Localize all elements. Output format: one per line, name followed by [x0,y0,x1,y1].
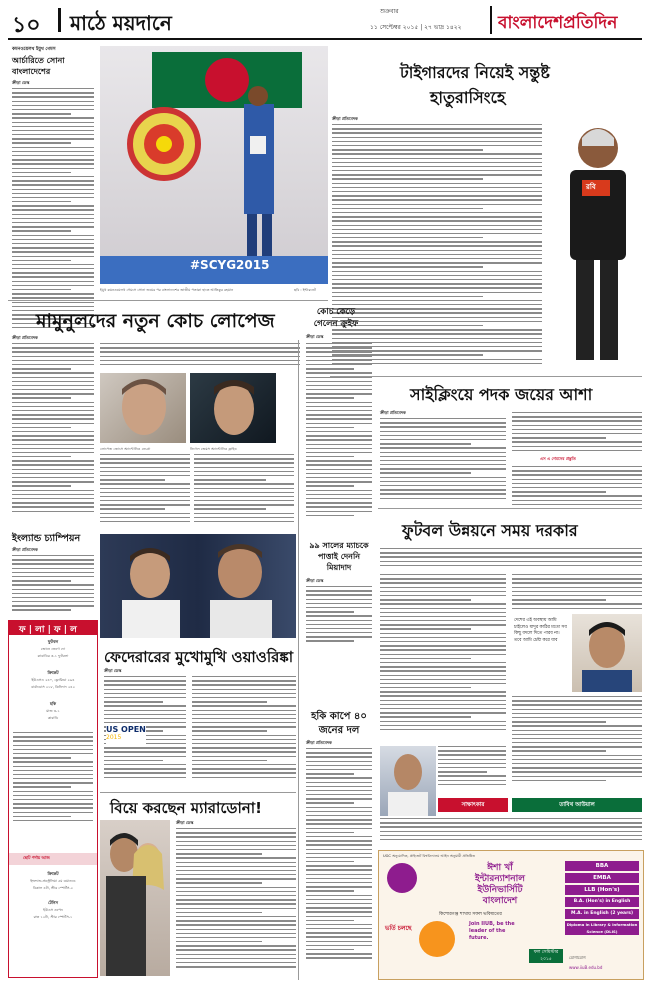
federer-wawrinka-photo [100,534,296,638]
masthead [0,0,650,40]
cycling-body-col2 [512,412,642,452]
ad-university-line4: বাংলাদেশ [482,896,518,906]
robi-sponsor-icon: রবি [586,183,596,191]
football-dev-col5 [380,818,642,846]
tv-line: বিকাল ৪টা, স্টার স্পোর্টস-২ [32,886,74,890]
ad-contact: যোগাযোগ [569,955,586,960]
football-dev-col3 [438,746,506,794]
fixtures-box [8,620,98,978]
federer-byline: ক্রীড়া ডেস্ক [104,668,122,673]
football-dev-col1 [380,574,506,744]
hathurusingha-figure [548,118,644,374]
ad-program-item[interactable]: M.A. in English (2 years) [565,909,639,919]
flood-photo [190,373,276,443]
tigers-title-line1: টাইগারদের নিয়েই সন্তুষ্ট [400,63,550,82]
tabith-photo [572,614,642,692]
tv-line: ইউএস ওপেন [43,908,63,912]
ad-admission-label: ভর্তি চলছে [385,925,412,932]
football-dev-title: ফুটবল উন্নয়নে সময় দরকার [402,521,578,540]
issue-date: ১১ সেপ্টেম্বর ২০১৫ | ২৭ ভাদ্র ১৪২২ [370,24,462,31]
ad-university-line3: ইউনিভার্সিটি [477,885,523,895]
cycling-body-col1 [380,418,506,502]
interviewer-figure [380,746,436,816]
football-dev-col4 [512,696,642,794]
ad-program-item[interactable]: EMBA [565,873,639,883]
fixture-line: কাবাডি [47,716,59,720]
fixture-group [13,670,93,691]
fixture-line: মাজ ৩-১ [46,709,60,713]
ireland-byline: ক্রীড়া প্রতিবেদক [12,547,38,552]
cycling-subhead: এস এ গেমসের প্রস্তুতি [540,456,576,461]
page-number-divider [58,8,61,32]
flood-caption: নিগেল জেমস অ্যান্টোনিও ফ্লাইড [190,447,237,451]
fixture-group-name: ক্রিকেট [47,670,59,675]
archery-photo-art [100,46,328,284]
cycling-byline: ক্রীড়া প্রতিবেদক [380,410,406,415]
cycling-title: সাইক্লিংয়ে পদক জয়ের আশা [410,385,593,404]
hockey-cup-body [306,748,372,978]
ninety-nine-byline: ক্রীড়া ডেস্ক [306,578,324,583]
ad-program-item[interactable]: Diploma in Library & Information Science (DLIS) [566,922,638,934]
paper-name-part1: বাংলাদেশ [498,13,564,33]
flood-face [190,373,276,443]
fixture-line: কাবাডির ৩-১ ফুটবলা [37,654,69,658]
paper-name-part2: প্রতিদিন [563,13,618,33]
archery-credit: ছবি : ইন্টারনেট [294,288,316,292]
tv-title: ছোট পর্দায় আজ [23,855,50,860]
maradona-photo [100,820,170,976]
paper-name [498,10,617,38]
maradona-title: বিয়ে করছেন ম্যারাডোনা! [110,799,262,817]
issue-day: শুক্রবার [380,8,399,15]
iiub-logo-icon [387,863,417,893]
archery-photo [100,46,328,284]
maradona-body [176,828,296,978]
us-open-logo-line1: US OPEN [106,725,146,734]
archery-title: আর্চারিতে সোনা বাংলাদেশের [12,56,65,76]
fixture-group [13,639,93,660]
tv-group-name: ক্রিকেট [47,871,59,876]
tv-line: ইংল্যান্ড-অস্ট্রেলিয়া ৫ম ওয়ানডে [30,879,76,883]
rule [330,376,642,377]
mamunul-body-col3 [100,454,190,528]
cycling-body-col3 [512,466,642,506]
ad-numbers-graphic [419,921,455,957]
fixtures-title: ফ | লা | ফ | ল [19,625,77,635]
paper-divider [490,6,492,34]
ad-programs [565,861,639,937]
maradona-figures [100,820,170,976]
lopez-face [100,373,186,443]
tigers-title-line2: হাতুরাসিংহে [430,88,506,107]
mamunul-body-col4 [194,343,296,371]
football-dev-intro [380,548,642,572]
ad-university-name [435,863,565,907]
fixture-line: ইউএসএ ২৪০, ফ্লোরিডা ২৯৪ [31,678,75,682]
ad-program-item[interactable]: BBA [565,861,639,871]
name-box-text: তাবিথ আউয়াল [559,802,595,808]
ad-fall-label: ফল সেমিস্টার ২০১৫ [529,949,563,963]
tabith-figure [572,614,642,692]
ad-website[interactable]: www.iiuB.edu.bd [569,965,603,970]
lopez-caption: লোপেজ জোসে অ্যান্টোনিও নেগ্রো [100,447,151,451]
ad-program-item[interactable]: LLB (Hon's) [565,885,639,895]
rule [298,340,299,980]
fixtures-filler [13,732,93,824]
ireland-body [12,555,94,615]
hockey-coach-body [306,343,372,533]
interview-photo [380,746,436,816]
hockey-cup-byline: ক্রীড়া প্রতিবেদক [306,740,332,745]
interview-label-text: সাক্ষাৎকার [461,802,485,808]
federer-wawrinka-art [100,534,296,638]
tv-group-name: টেনিস [48,900,58,905]
ad-join: Join IIUB, be the leader of the future. [469,921,515,941]
university-ad[interactable] [378,850,644,980]
interview-label [438,798,508,812]
hockey-coach-title: কোচ কেড়ে গেলেন ক্রুইফ [313,307,359,329]
fixture-line: বার্বাডোস ২১৮, ত্রিনিদাদ ২৪২ [31,685,75,689]
tigers-body [332,124,542,374]
hockey-coach-byline: ক্রীড়া ডেস্ক [306,334,324,339]
lopez-photo [100,373,186,443]
archery-byline: ক্রীড়া ডেস্ক [12,80,30,85]
mamunul-byline: ক্রীড়া প্রতিবেদক [12,335,38,340]
maradona-byline: ক্রীড়া ডেস্ক [176,820,194,825]
ad-program-item[interactable]: B.A. (Hon's) in English [565,897,639,907]
ad-tagline: কিশোরগঞ্জ শাখায় সফল ভবিষ্যতের [439,912,502,917]
mamunul-body-col5 [194,454,294,528]
ad-university-line2: ইন্টারন্যাশনাল [475,874,525,884]
mamunul-body-col1 [12,343,94,528]
fixture-group-name: হকি [49,701,57,706]
section-title: মাঠে ময়দানে [70,11,172,35]
tv-list [13,871,93,921]
ninety-nine-body [306,586,372,646]
ad-top-line: UGC অনুমোদিত, প্রাইভেট বিশ্ববিদ্যালয় আইন অনুযায়ী প্রতিষ্ঠিত [383,854,476,858]
football-dev-quote: দেশের এই অবস্থায় আমি চাইলেও যাদুর কাঠির মতো সব কিছু বদলে দিতে পারব না। তবে আমি চেষ্টা করে যাব [514,618,567,643]
fixture-group [13,701,93,722]
ad-university-line1: ঈশা খাঁ [487,863,513,873]
hathurusingha-photo [548,118,644,374]
rule [378,508,642,509]
us-open-logo-line2: 2015 [106,734,122,741]
archery-caption: ইয়ুথ কমনওয়েলথ গেমসে সোনা জয়ের পর বাংলাদেশের জাতীয় পতাকা হাতে আতিকুর রহমান [100,288,234,292]
federer-title: ফেদেরারের মুখোমুখি ওয়াওরিঙ্কা [104,648,294,666]
fixtures-list [13,639,93,824]
rule [100,792,296,793]
hockey-cup-title: হকি কাপে ৪০ জনের দল [311,711,367,736]
ninety-nine-title: ৯৯ সালের ম্যাচকে পাত্তাই দেননি মিয়াদাদ [309,541,369,572]
archery-kicker: কমনওয়েলথ ইয়ুথ গেমস [12,47,56,52]
archery-banner: #SCYG2015 [190,258,270,272]
tv-line: রাত ১২টা, স্টার স্পোর্টস-১ [33,915,73,919]
us-open-logo-icon [106,725,146,747]
mamunul-title: মামুনুলদের নতুন কোচ লোপেজ [36,310,275,332]
federer-body-col2 [192,676,296,786]
football-dev-col2 [512,574,642,614]
tigers-byline: ক্রীড়া প্রতিবেদক [332,116,358,121]
fixture-line: জোনে জেগে দো [40,647,66,651]
name-box [512,798,642,812]
masthead-rule [8,38,642,40]
rule [8,300,328,301]
fixture-group-name: ফুটবল [47,639,59,644]
page-number: ১০ [12,13,41,38]
ireland-title: ইংল্যান্ড চ্যাম্পিয়ন [12,533,81,544]
